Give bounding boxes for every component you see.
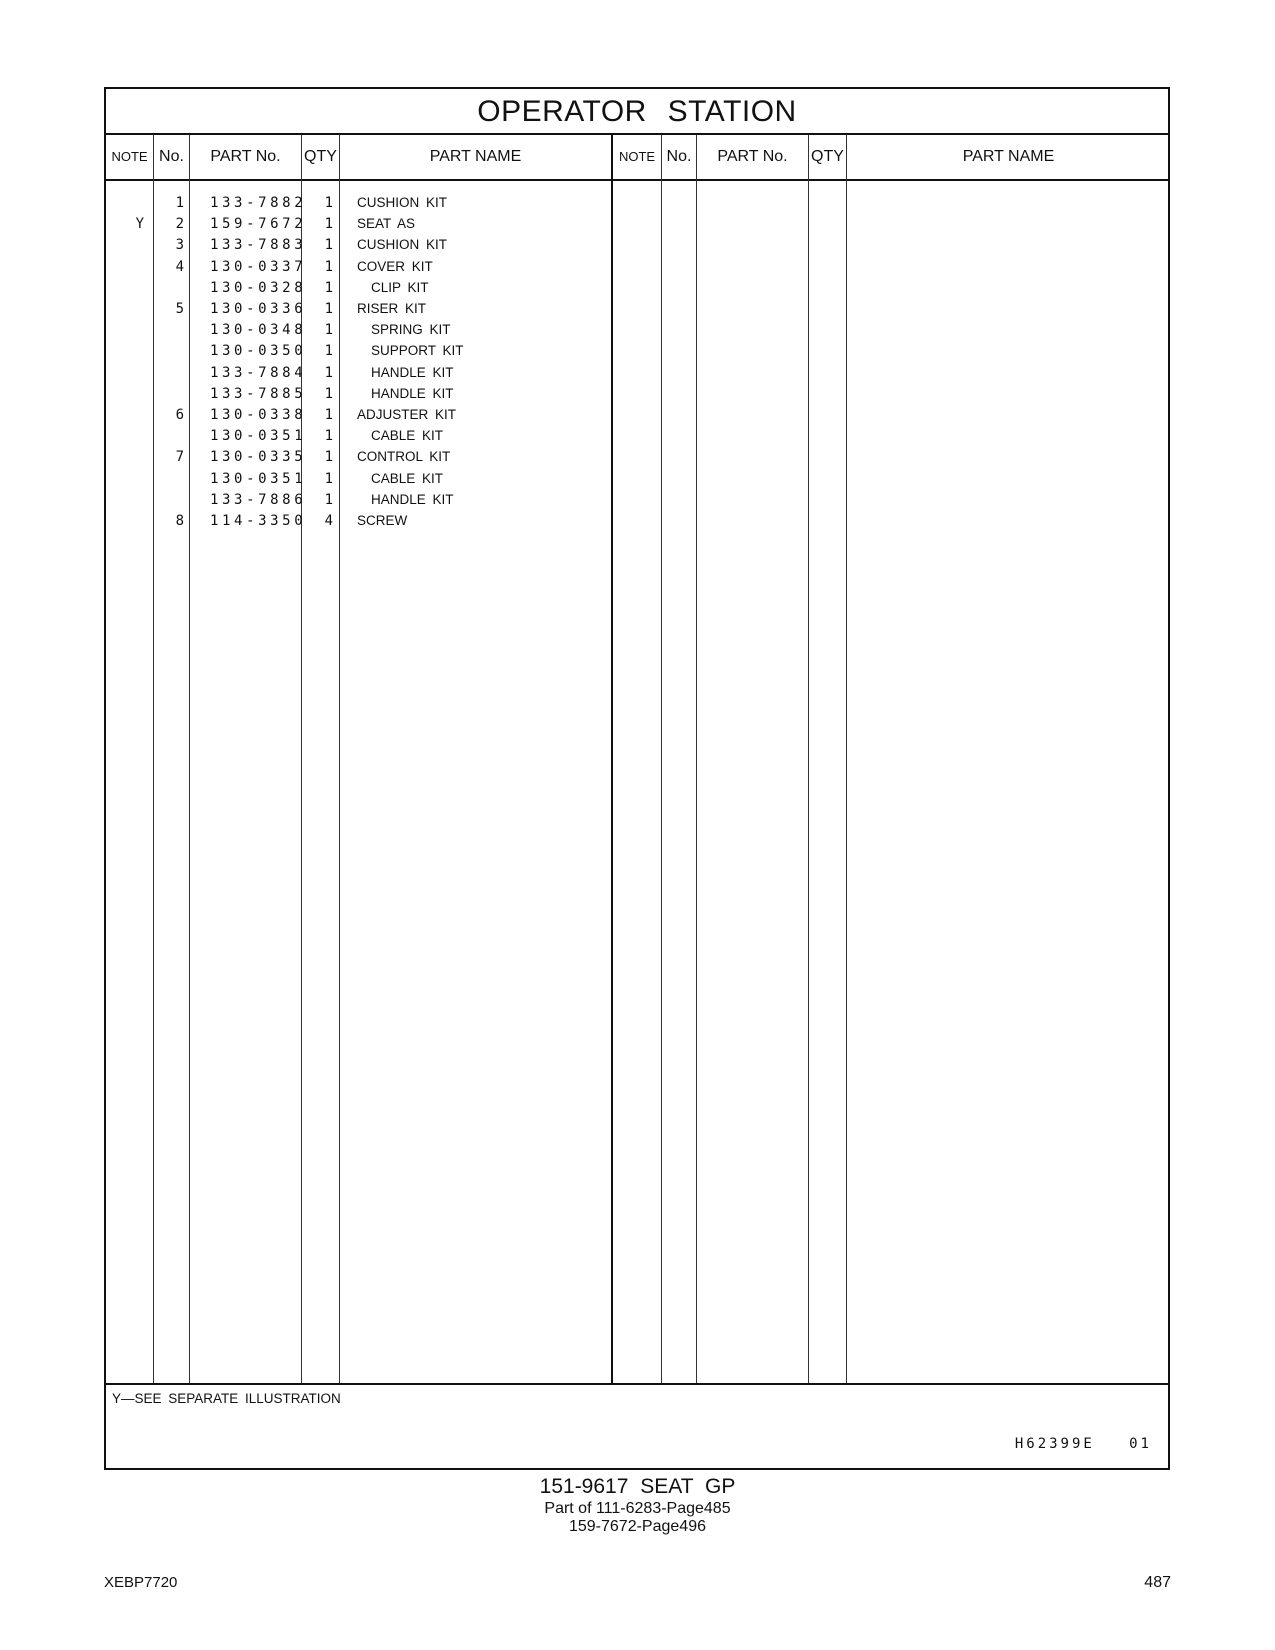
row-item-number: 4 <box>175 258 184 275</box>
row-part-number: 130-0351 <box>210 470 307 487</box>
row-quantity: 1 <box>324 343 333 360</box>
row-quantity: 1 <box>324 364 333 381</box>
row-item-number <box>156 319 184 341</box>
header-part-name: PART NAME <box>429 148 522 165</box>
row-item-number: 5 <box>175 301 184 317</box>
row-part-name: HANDLE KIT <box>371 385 454 401</box>
row-part-name: SEAT AS <box>357 216 416 232</box>
table-row <box>106 340 1168 362</box>
table-row <box>106 510 1168 532</box>
row-note <box>106 256 144 278</box>
row-part-name: CONTROL KIT <box>357 449 451 465</box>
row-note <box>106 277 144 299</box>
row-part-name: CABLE KIT <box>371 428 444 444</box>
table-row <box>106 298 1168 320</box>
parts-list-sheet <box>104 87 1170 1470</box>
row-part-name: SCREW <box>357 513 408 528</box>
row-part-name: HANDLE KIT <box>371 364 454 380</box>
row-item-number: 2 <box>175 216 184 233</box>
row-note <box>106 234 144 256</box>
row-part-number: 133-7885 <box>210 385 307 402</box>
parts-table-body <box>106 181 1168 1381</box>
row-part-number: 130-0335 <box>210 449 307 466</box>
header-part-no: PART No. <box>210 148 281 165</box>
row-part-name: SUPPORT KIT <box>371 343 464 359</box>
group-title: 151-9617 SEAT GP <box>539 1475 736 1498</box>
row-part-name: ADJUSTER KIT <box>357 407 457 422</box>
row-item-number <box>156 468 184 490</box>
table-row <box>106 362 1168 384</box>
row-part-name: CABLE KIT <box>371 470 444 486</box>
row-item-number: 7 <box>175 449 184 466</box>
table-row <box>106 256 1168 278</box>
row-item-number <box>156 362 184 384</box>
row-part-number: 130-0328 <box>210 279 307 296</box>
table-row <box>106 446 1168 468</box>
header-qty-right: QTY <box>811 148 844 165</box>
row-part-number: 130-0351 <box>210 428 307 445</box>
table-row <box>106 277 1168 299</box>
row-item-number <box>156 340 184 362</box>
drawing-code: H62399E 01 <box>1014 1436 1152 1452</box>
row-part-number: 159-7672 <box>210 216 307 233</box>
row-part-number: 130-0336 <box>210 301 307 317</box>
row-item-number: 6 <box>175 407 184 423</box>
header-no-right: No. <box>666 148 692 165</box>
row-quantity: 1 <box>324 470 333 487</box>
table-row <box>106 404 1168 426</box>
row-quantity: 1 <box>324 195 333 211</box>
row-note <box>106 489 144 511</box>
row-note <box>106 468 144 490</box>
row-item-number: 1 <box>175 195 184 211</box>
row-part-name: SPRING KIT <box>371 322 451 338</box>
row-quantity: 1 <box>324 385 333 402</box>
row-item-number <box>156 277 184 299</box>
row-part-number: 130-0350 <box>210 343 307 360</box>
header-no: No. <box>159 148 184 165</box>
row-quantity: 1 <box>324 216 333 233</box>
row-part-number: 130-0338 <box>210 407 307 423</box>
row-part-number: 133-7886 <box>210 491 307 508</box>
table-row <box>106 383 1168 405</box>
footer-divider <box>106 1383 1168 1385</box>
row-part-number: 133-7882 <box>210 195 307 211</box>
row-note <box>106 298 144 320</box>
row-note <box>106 319 144 341</box>
row-quantity: 1 <box>324 279 333 296</box>
row-item-number <box>156 383 184 405</box>
row-note <box>106 425 144 447</box>
row-note <box>106 510 144 532</box>
row-note <box>106 192 144 214</box>
header-part-no-right: PART No. <box>717 148 788 165</box>
header-note: NOTE <box>111 149 148 164</box>
row-part-number: 114-3350 <box>210 513 307 529</box>
row-part-number: 133-7884 <box>210 364 307 381</box>
row-quantity: 1 <box>324 258 333 275</box>
row-note <box>106 362 144 384</box>
page-title: OPERATOR STATION <box>106 89 1168 135</box>
table-row <box>106 319 1168 341</box>
table-row <box>106 425 1168 447</box>
row-quantity: 1 <box>324 301 333 317</box>
row-part-number: 130-0348 <box>210 322 307 339</box>
header-note-right: NOTE <box>618 149 656 164</box>
row-quantity: 1 <box>324 491 333 508</box>
row-quantity: 1 <box>324 449 333 466</box>
row-part-name: CUSHION KIT <box>357 195 448 210</box>
row-part-name: CUSHION KIT <box>357 237 448 253</box>
row-quantity: 1 <box>324 322 333 339</box>
part-of-reference-2: 159-7672-Page496 <box>568 1518 706 1535</box>
row-part-name: RISER KIT <box>357 301 427 316</box>
row-part-name: COVER KIT <box>357 258 433 274</box>
header-qty: QTY <box>304 148 337 165</box>
row-item-number: 3 <box>175 237 184 254</box>
row-note: Y <box>135 216 144 233</box>
row-quantity: 1 <box>324 428 333 445</box>
row-note <box>106 404 144 426</box>
table-header <box>106 135 1168 181</box>
row-part-name: HANDLE KIT <box>371 491 454 507</box>
row-item-number <box>156 425 184 447</box>
page-number: 487 <box>1144 1574 1171 1591</box>
row-part-name: CLIP KIT <box>371 279 429 295</box>
table-row <box>106 489 1168 511</box>
row-quantity: 1 <box>324 237 333 254</box>
row-item-number <box>156 489 184 511</box>
row-quantity: 1 <box>324 407 333 423</box>
header-part-name-right: PART NAME <box>962 148 1055 165</box>
table-row <box>106 234 1168 256</box>
table-row <box>106 468 1168 490</box>
row-note <box>106 446 144 468</box>
row-part-number: 130-0337 <box>210 258 307 275</box>
table-row <box>106 192 1168 214</box>
row-note <box>106 383 144 405</box>
row-part-number: 133-7883 <box>210 237 307 254</box>
part-of-reference: Part of 111-6283-Page485 <box>544 1500 731 1517</box>
document-id: XEBP7720 <box>104 1574 178 1591</box>
row-note <box>106 340 144 362</box>
row-item-number: 8 <box>175 513 184 529</box>
table-row <box>106 213 1168 235</box>
footnote: Y—SEE SEPARATE ILLUSTRATION <box>112 1391 341 1406</box>
row-quantity: 4 <box>324 513 333 529</box>
